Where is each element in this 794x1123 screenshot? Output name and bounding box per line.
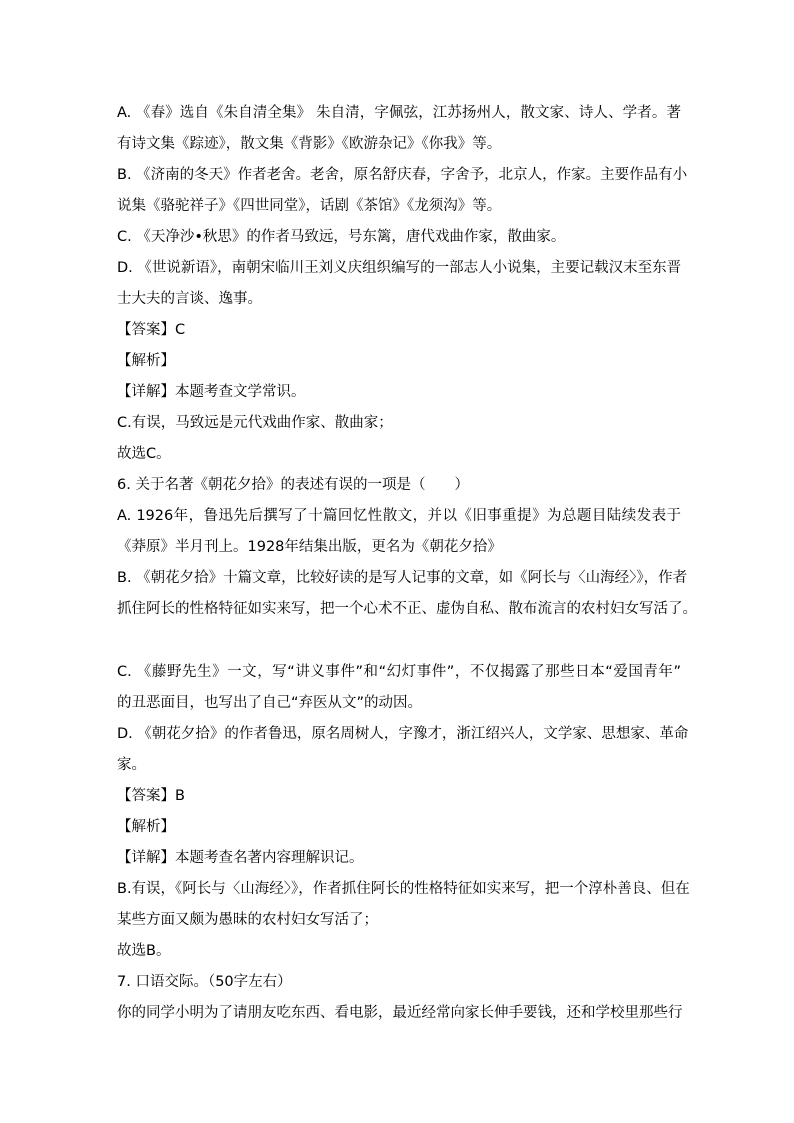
- choice-conclusion: 故选C。: [117, 446, 171, 462]
- q6-option-d-line-2: 家。: [117, 757, 146, 773]
- q6-option-c-line-2: 的丑恶面目，也写出了自己“弃医从文”的动因。: [117, 695, 423, 711]
- blank-line: [117, 629, 681, 661]
- q6-analysis-label: 【解析】: [117, 819, 175, 835]
- option-d-line-2: 士大夫的言谈、逸事。: [117, 291, 262, 307]
- option-a-line-2: 有诗文集《踪迹》，散文集《背影》《欧游杂记》《你我》等。: [117, 136, 502, 152]
- q6-choice-conclusion: 故选B。: [117, 943, 171, 959]
- detail-text: 【详解】本题考查文学常识。: [117, 384, 306, 400]
- option-c-line: C. 《天净沙•秋思》的作者马致远，号东篱，唐代戏曲作家，散曲家。: [117, 229, 566, 245]
- document-page: [117, 102, 697, 1033]
- q6-option-a-line-1: A. 1926年，鲁迅先后撰写了十篇回忆性散文，并以《旧事重提》为总题目陆续发表于: [117, 508, 681, 524]
- answer-label: 【答案】C: [117, 322, 186, 338]
- q6-option-a-line-2: 《莽原》半月刊上。1928年结集出版，更名为《朝花夕拾》: [117, 539, 502, 555]
- detail-explanation: C.有误，马致远是元代戏曲作家、散曲家；: [117, 415, 393, 431]
- q6-answer-label: 【答案】B: [117, 788, 185, 804]
- q6-option-b-line-2: 抓住阿长的性格特征如实来写，把一个心术不正、虚伪自私、散布流言的农村妇女写活了。: [117, 601, 697, 617]
- option-d-line-1: D. 《世说新语》，南朝宋临川王刘义庆组织编写的一部志人小说集，主要记载汉末至东晋: [117, 260, 682, 276]
- analysis-label: 【解析】: [117, 353, 175, 369]
- q6-detail-text: 【详解】本题考查名著内容理解识记。: [117, 850, 364, 866]
- option-b-line-2: 说集《骆驼祥子》《四世同堂》，话剧《茶馆》《龙须沟》等。: [117, 198, 502, 214]
- q6-detail-explanation-2: 某些方面又颇为愚昧的农村妇女写活了；: [117, 912, 378, 928]
- q6-option-c-line-1: C. 《藤野先生》一文，写“讲义事件”和“幻灯事件”，不仅揭露了那些日本“爱国青年”: [117, 664, 681, 680]
- question-6-title: 6. 关于名著《朝花夕拾》的表述有误的一项是（ ）: [117, 477, 469, 493]
- question-7-title: 7. 口语交际。（50字左右）: [117, 974, 292, 990]
- question-7-prompt: 你的同学小明为了请朋友吃东西、看电影，最近经常向家长伸手要钱，还和学校里那些行: [117, 1005, 683, 1021]
- q6-option-d-line-1: D. 《朝花夕拾》的作者鲁迅，原名周树人，字豫才，浙江绍兴人，文学家、思想家、革命: [117, 726, 689, 742]
- option-b-line-1: B. 《济南的冬天》作者老舍。老舍，原名舒庆春，字舍予，北京人，作家。主要作品有小: [117, 167, 688, 183]
- q6-detail-explanation-1: B.有误，《阿长与〈山海经〉》，作者抓住阿长的性格特征如实来写，把一个淳朴善良、但在: [117, 881, 690, 897]
- q6-option-b-line-1: B. 《朝花夕拾》十篇文章，比较好读的是写人记事的文章，如《阿长与〈山海经〉》，作者: [117, 570, 688, 586]
- option-a-line-1: A. 《春》选自《朱自清全集》 朱自清，字佩弦，江苏扬州人，散文家、诗人、学者。著: [117, 105, 681, 121]
